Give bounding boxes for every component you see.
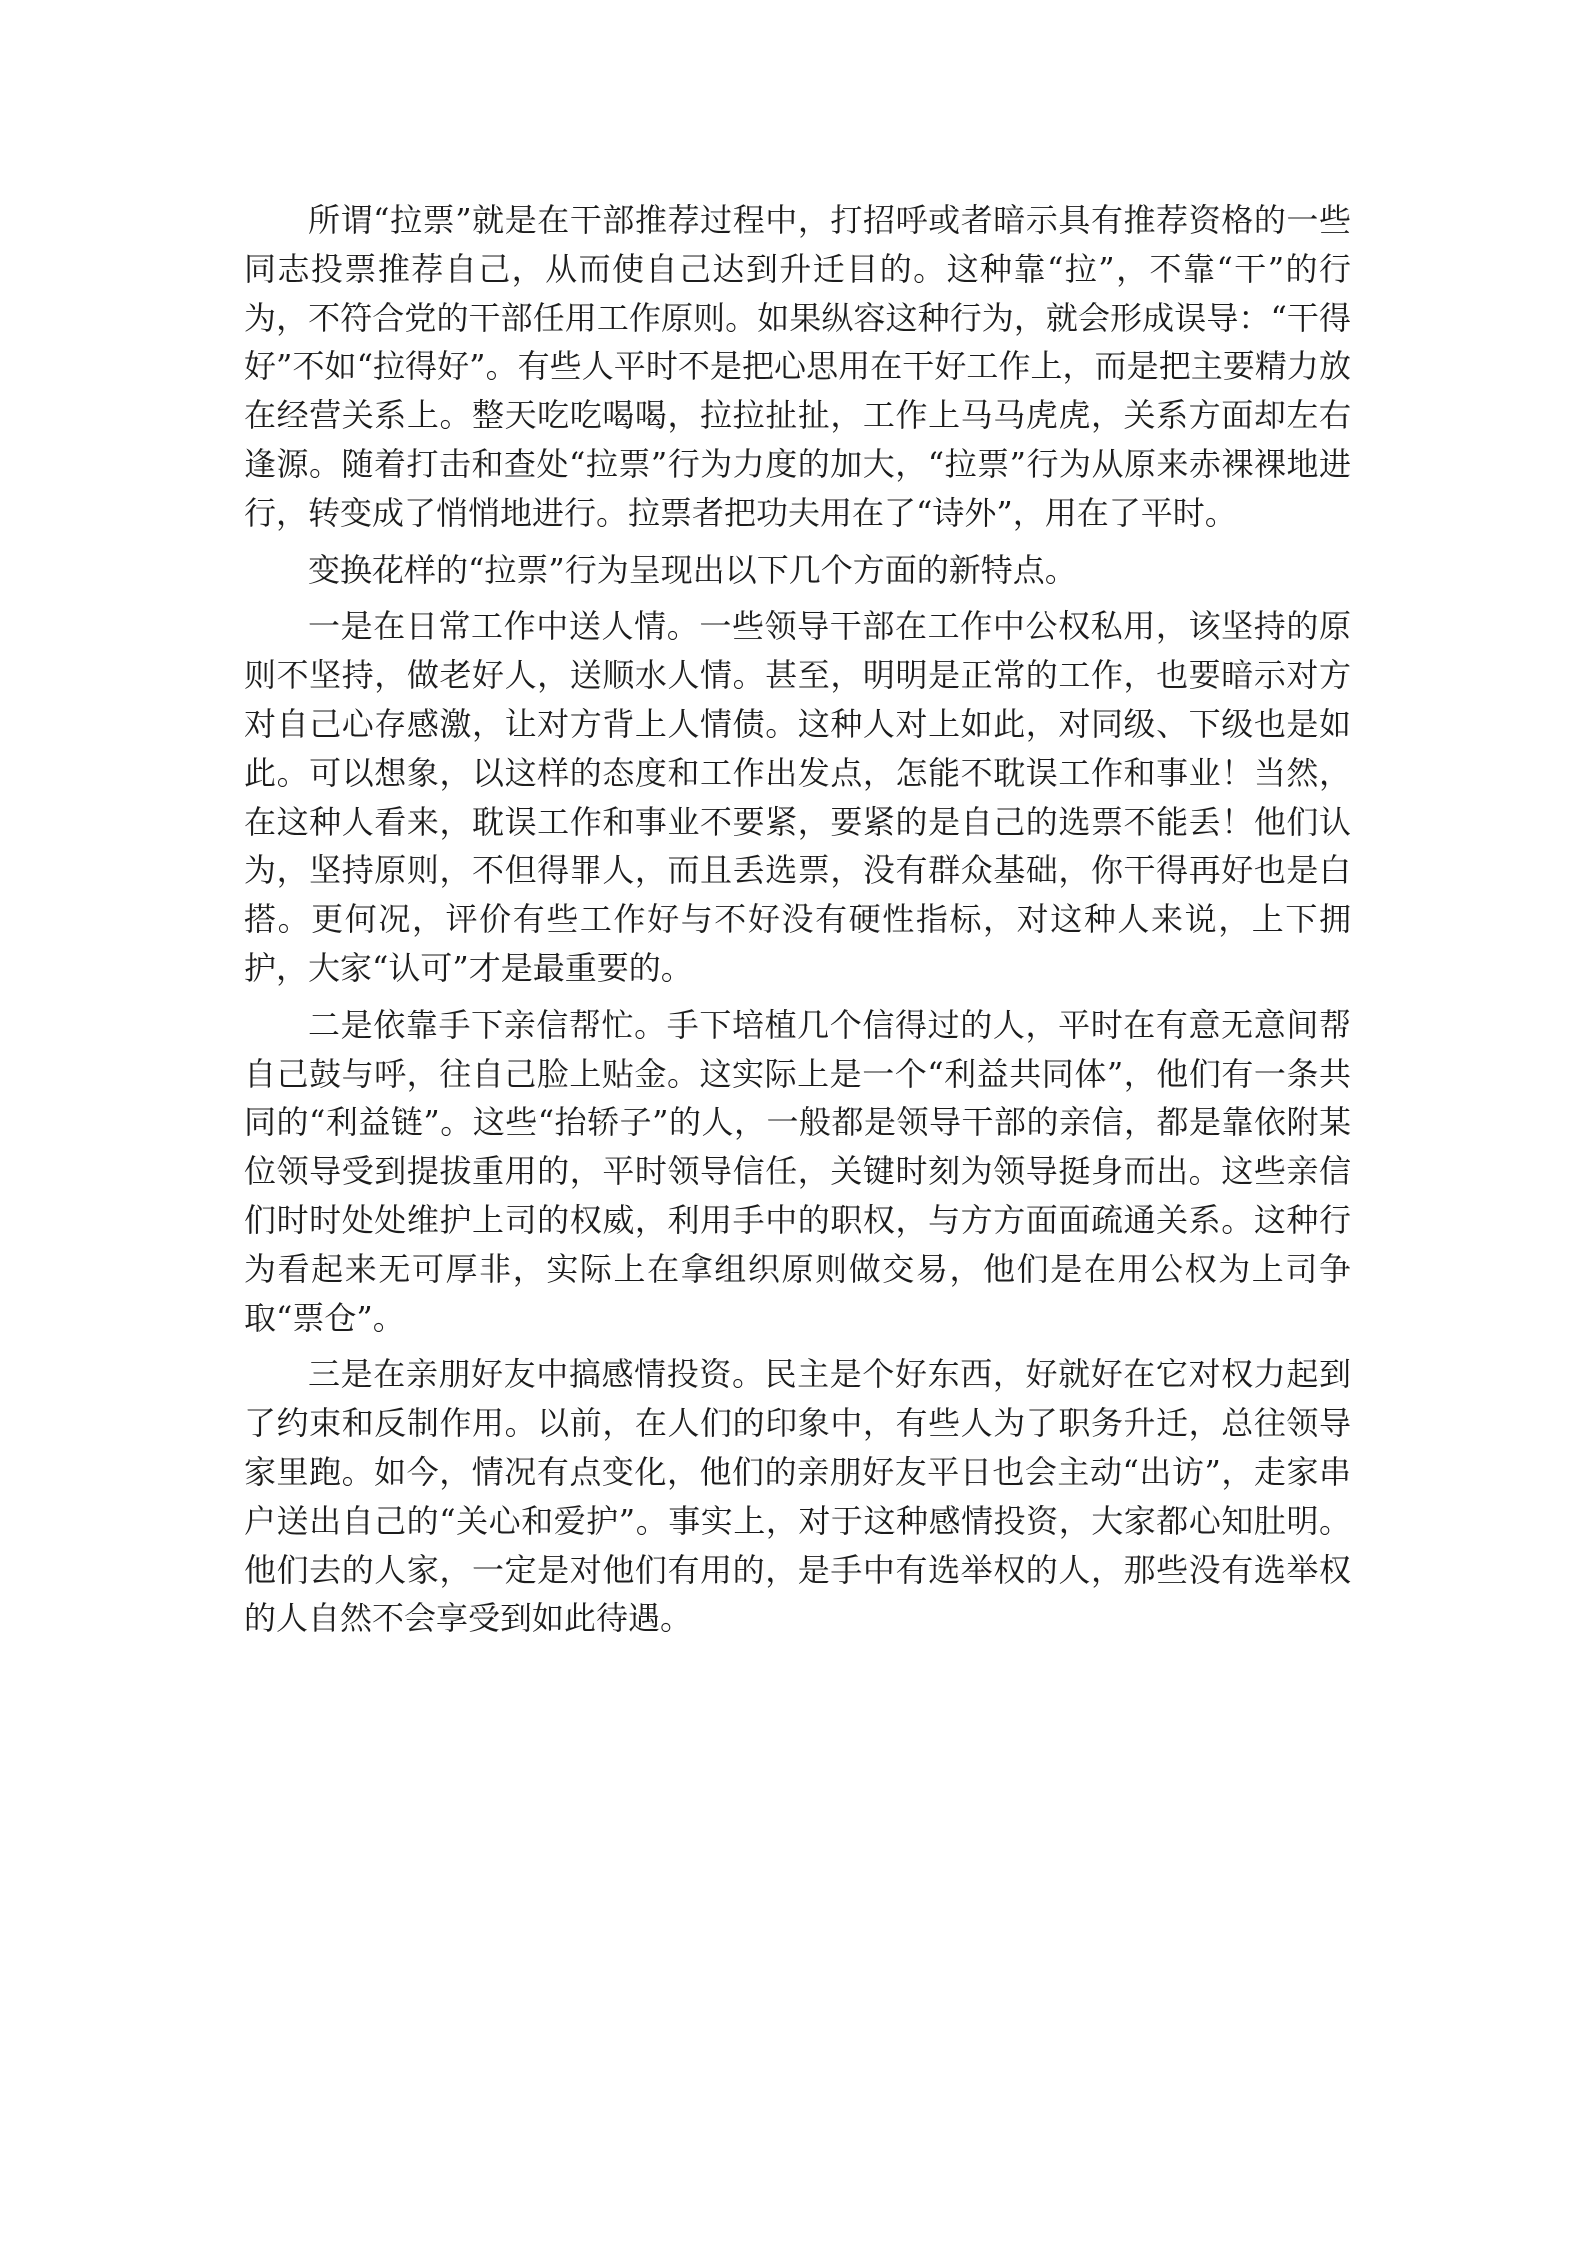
paragraph-point-one: 一是在日常工作中送人情。一些领导干部在工作中公权私用，该坚持的原则不坚持，做老好人，送顺水人情。甚至，明明是正常的工作，也要暗示对方对自己心存感激，让对方背上人情债。这种人对上如此，对同级、下级也是如此。可以想象，以这样的态度和工作出发点，怎能不耽误工作和事业！当然，在这种人看来，耽误工作和事业不要紧，要紧的是自己的选票不能丢！他们认为，坚持原则，不但得罪人，而且丢选票，没有群众基础，你干得再好也是白搭。更何况，评价有些工作好与不好没有硬性指标，对这种人来说，上下拥护，大家“认可”才是最重要的。 [244, 607, 1351, 987]
paragraph-intro: 变换花样的“拉票”行为呈现出以下几个方面的新特点。 [308, 550, 1077, 589]
paragraph-definition: 所谓“拉票”就是在干部推荐过程中，打招呼或者暗示具有推荐资格的一些同志投票推荐自己，从而使自己达到升迁目的。这种靠“拉”，不靠“干”的行为，不符合党的干部任用工作原则。如果纵容这种行为，就会形成误导：“干得好”不如“拉得好”。有些人平时不是把心思用在干好工作上，而是把主要精力放在经营关系上。整天吃吃喝喝，拉拉扯扯，工作上马马虎虎，关系方面却左右逢源。随着打击和查处“拉票”行为力度的加大，“拉票”行为从原来赤裸裸地进行，转变成了悄悄地进行。拉票者把功夫用在了“诗外”，用在了平时。 [244, 201, 1351, 532]
paragraph-point-two: 二是依靠手下亲信帮忙。手下培植几个信得过的人，平时在有意无意间帮自己鼓与呼，往自己脸上贴金。这实际上是一个“利益共同体”，他们有一条共同的“利益链”。这些“抬轿子”的人，一般都是领导干部的亲信，都是靠依附某位领导受到提拔重用的，平时领导信任，关键时刻为领导挺身而出。这些亲信们时时处处维护上司的权威，利用手中的职权，与方方面面疏通关系。这种行为看起来无可厚非，实际上在拿组织原则做交易，他们是在用公权为上司争取“票仓”。 [244, 1005, 1351, 1337]
document-body [244, 196, 1351, 1643]
paragraph-point-three: 三是在亲朋好友中搞感情投资。民主是个好东西，好就好在它对权力起到了约束和反制作用。以前，在人们的印象中，有些人为了职务升迁，总往领导家里跑。如今，情况有点变化，他们的亲朋好友平日也会主动“出访”，走家串户送出自己的“关心和爱护”。事实上，对于这种感情投资，大家都心知肚明。他们去的人家，一定是对他们有用的，是手中有选举权的人，那些没有选举权的人自然不会享受到如此待遇。 [244, 1355, 1351, 1638]
